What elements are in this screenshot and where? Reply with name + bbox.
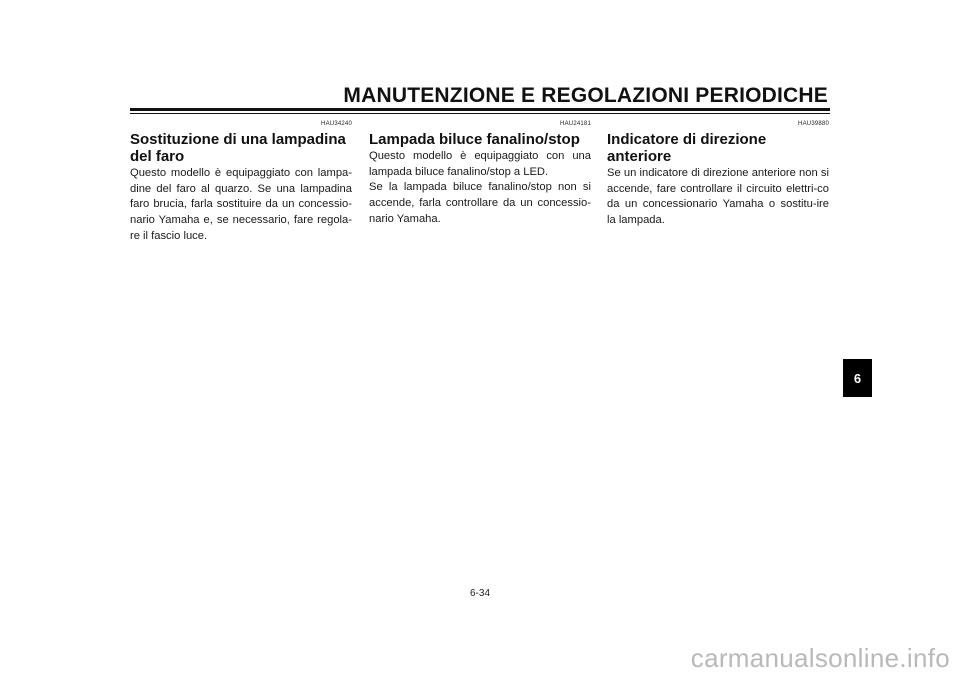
section-heading: Indicatore di direzione anteriore (607, 131, 767, 165)
section-code: HAU34240 (321, 121, 352, 127)
section-body (369, 149, 591, 228)
section-body (607, 166, 829, 229)
section-tail-brake-light (369, 120, 591, 228)
chapter-tab: 6 (843, 359, 872, 397)
header-rule-thin (130, 113, 830, 114)
section-front-turn-signal (607, 120, 829, 229)
section-paragraph: Questo modello è equipaggiato con una lampada biluce fanalino/stop a LED. (369, 150, 591, 178)
section-code: HAU39880 (798, 121, 829, 127)
section-heading: Sostituzione di una lampadina del faro (130, 131, 346, 165)
header-rule-thick (130, 108, 830, 111)
section-paragraph: Se la lampada biluce fanalino/stop non si accende, farla controllare da un concessio-nario Yamaha. (369, 181, 591, 225)
section-heading: Lampada biluce fanalino/stop (369, 131, 580, 148)
section-paragraph: Se un indicatore di direzione anteriore non si accende, fare controllare il circuito elettri-co da un concessionario Yamaha o sostitu-ire la lampada. (607, 167, 829, 227)
section-code: HAU24181 (560, 121, 591, 127)
watermark-text: carmanualsonline.info (690, 643, 950, 673)
section-paragraph: Questo modello è equipaggiato con lampa-dine del faro al quarzo. Se una lampadina faro brucia, farla sostituire da un concessio-nario Yamaha e, se necessario, fare regola-re il fascio luce. (130, 167, 352, 242)
page-number: 6-34 (469, 588, 490, 599)
page-header-title: MANUTENZIONE E REGOLAZIONI PERIODICHE (343, 84, 828, 107)
section-headlight-bulb (130, 120, 352, 245)
section-body (130, 166, 352, 245)
